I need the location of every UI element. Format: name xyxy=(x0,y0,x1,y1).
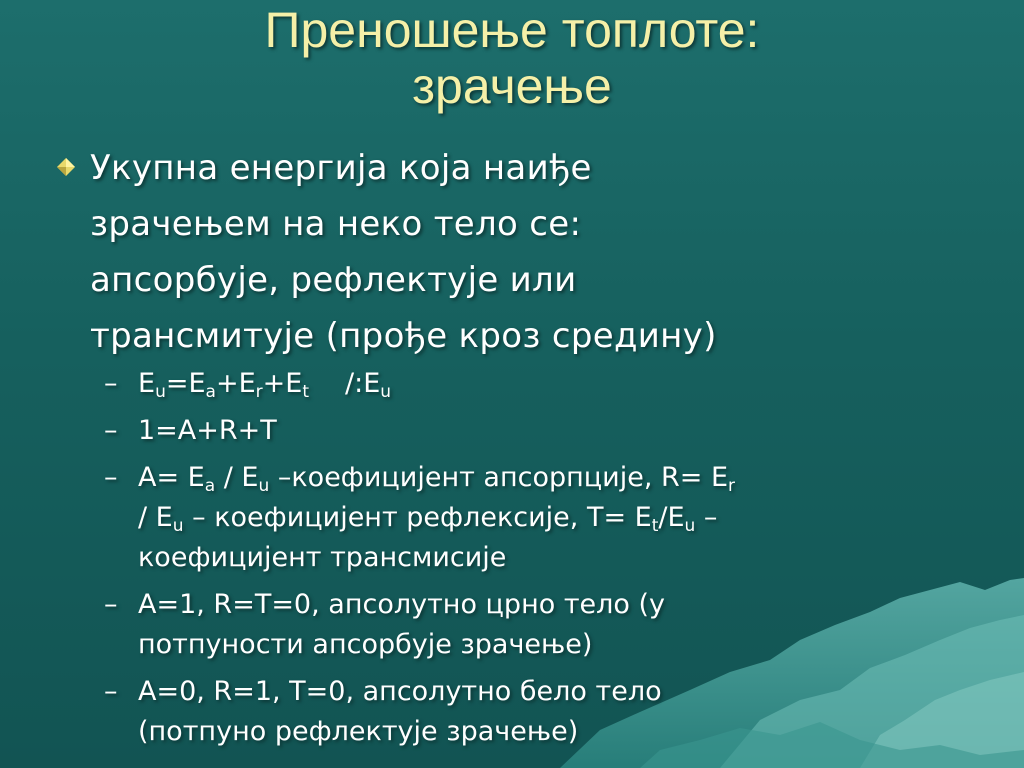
dash-marker: – xyxy=(104,676,118,707)
black-body-line-2: потпуности апсорбује зрачење) xyxy=(138,629,593,660)
title-line-2: зрачење xyxy=(412,58,612,114)
sub-item-coefficient-definitions xyxy=(104,458,924,578)
dash-marker: – xyxy=(104,462,118,493)
title-line-1: Преношење топлоте: xyxy=(264,2,760,58)
slide-title xyxy=(0,2,1024,114)
sub-item-white-body xyxy=(104,672,924,752)
main-bullet-line-2: зрачењем на неко тело се: xyxy=(90,204,582,244)
main-bullet xyxy=(56,140,936,364)
dash-marker: – xyxy=(104,368,118,399)
dash-marker: – xyxy=(104,415,118,446)
sub-item-black-body xyxy=(104,585,924,665)
white-body-line-1: A=0, R=1, T=0, апсолутно бело тело xyxy=(138,676,662,707)
coefficient-sum-equation: 1=A+R+T xyxy=(138,415,277,446)
coefficient-definitions-line-3: коефицијент трансмисије xyxy=(138,542,507,573)
main-bullet-line-4: трансмитује (прође кроз средину) xyxy=(90,316,717,356)
main-bullet-text xyxy=(56,140,936,364)
energy-sum-equation: $E_u=E_a+E_r+E_t$ $/:E_u$ xyxy=(138,368,392,402)
diamond-bullet-icon xyxy=(56,157,76,177)
coefficient-definitions-line-1: $A= E_a / E_u$ –коефицијент апсорпције, $R= E_r$ xyxy=(138,462,736,496)
white-body-line-2: (потпуно рефлектује зрачење) xyxy=(138,716,579,747)
main-bullet-line-1: Укупна енергија која наиђе xyxy=(90,148,592,188)
dash-marker: – xyxy=(104,589,118,620)
coefficient-definitions-line-2: / $E_u$ – коефицијент рефлексије, $T= E_t/E_u$ – xyxy=(138,502,718,536)
sub-item-energy-sum xyxy=(104,364,924,404)
main-bullet-line-3: апсорбује, рефлектује или xyxy=(90,260,577,300)
sub-item-coefficient-sum xyxy=(104,411,924,451)
black-body-line-1: A=1, R=T=0, апсолутно црно тело (у xyxy=(138,589,666,620)
sub-bullet-list xyxy=(104,364,924,759)
